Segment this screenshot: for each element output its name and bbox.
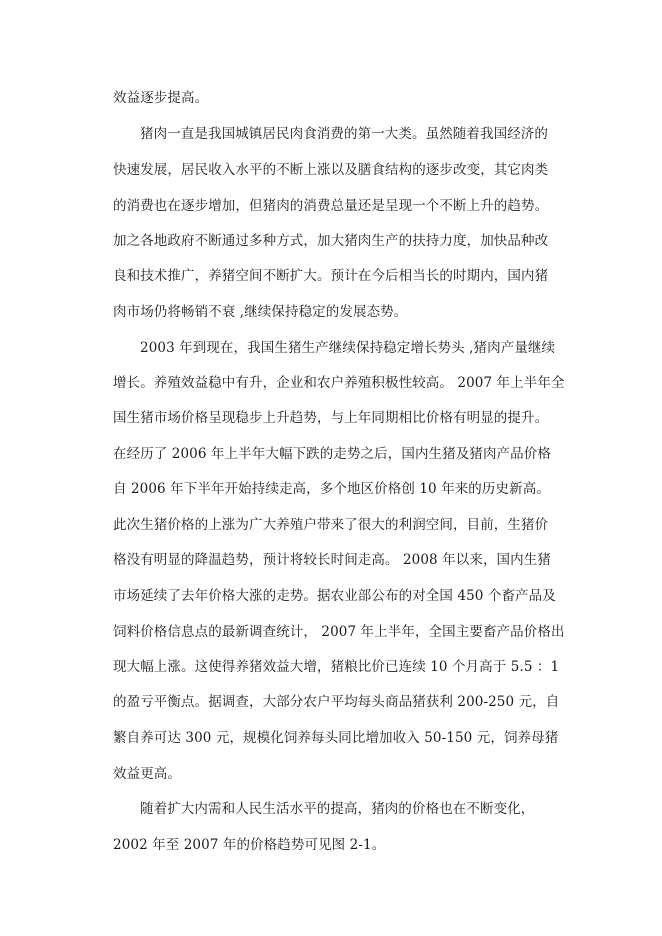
text-line: 格没有明显的降温趋势，预计将较长时间走高。 2008 年以来，国内生猪	[113, 552, 551, 568]
text-line: 现大幅上涨。这使得养猪效益大增，猪粮比价已连续 10 个月高于 5.5 ：1	[113, 659, 560, 675]
text-line: 肉市场仍将畅销不衰 ,继续保持稳定的发展态势。	[113, 304, 408, 320]
paragraph-first-line: 2003 年到现在，我国生猪生产继续保持稳定增长势头 ,猪肉产量继续	[140, 340, 556, 356]
text-line: 在经历了 2006 年上半年大幅下跌的走势之后，国内生猪及猪肉产品价格	[113, 446, 551, 462]
text-line: 效益逐步提高。	[113, 90, 209, 106]
text-line: 饲料价格信息点的最新调查统计， 2007 年上半年，全国主要畜产品价格出	[113, 624, 565, 640]
paragraph-first-line: 随着扩大内需和人民生活水平的提高，猪肉的价格也在不断变化，	[140, 801, 535, 817]
paragraph-first-line: 猪肉一直是我国城镇居民肉食消费的第一大类。虽然随着我国经济的	[140, 126, 548, 142]
text-line: 增长。养殖效益稳中有升，企业和农户养殖积极性较高。 2007 年上半年全	[113, 375, 565, 391]
text-line: 的盈亏平衡点。据调查，大部分农户平均每头商品猪获利 200-250 元，自	[113, 694, 560, 710]
text-line: 加之各地政府不断通过多种方式，加大猪肉生产的扶持力度，加快品种改	[113, 233, 549, 249]
text-line: 此次生猪价格的上涨为广大养殖户带来了很大的利润空间，目前，生猪价	[113, 517, 549, 533]
text-line: 自 2006 年下半年开始持续走高，多个地区价格创 10 年来的历史新高。	[113, 481, 550, 497]
text-line: 国生猪市场价格呈现稳步上升趋势，与上年同期相比价格有明显的提升。	[113, 410, 549, 426]
text-line: 2002 年至 2007 年的价格趋势可见图 2-1。	[113, 837, 386, 853]
text-line: 效益更高。	[113, 766, 181, 782]
text-line: 快速发展，居民收入水平的不断上涨以及膳食结构的逐步改变，其它肉类	[113, 162, 549, 178]
text-line: 良和技术推广，养猪空间不断扩大。预计在今后相当长的时期内，国内猪	[113, 268, 549, 284]
text-line: 市场延续了去年价格大涨的走势。据农业部公布的对全国 450 个畜产品及	[113, 588, 556, 604]
text-line: 繁自养可达 300 元，规模化饲养每头同比增加收入 50-150 元，饲养母猪	[113, 730, 559, 746]
text-line: 的消费也在逐步增加，但猪肉的消费总量还是呈现一个不断上升的趋势。	[113, 198, 549, 214]
